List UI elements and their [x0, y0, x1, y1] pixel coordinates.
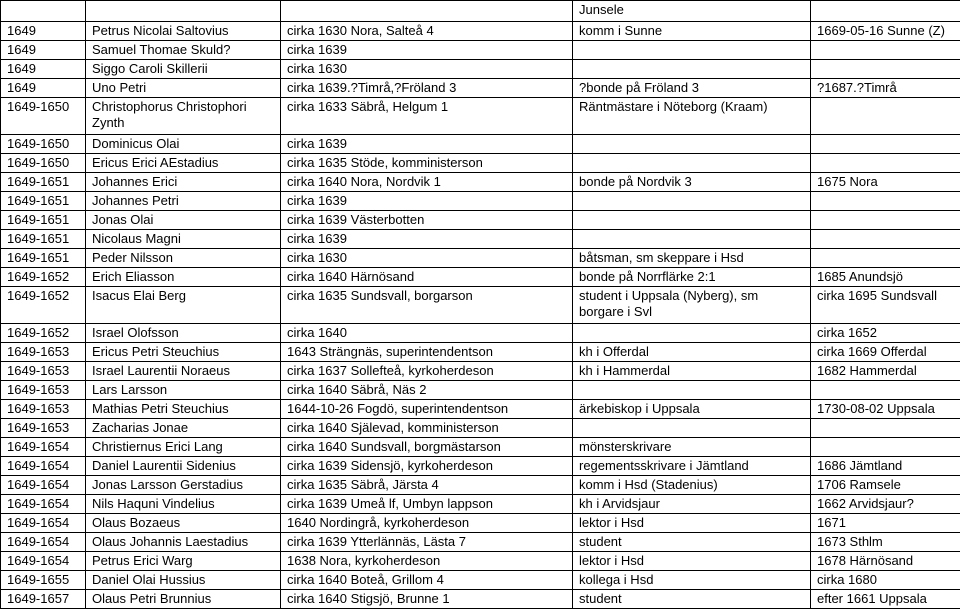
birth-cell: cirka 1639	[281, 41, 573, 60]
period-cell: 1649-1651	[1, 173, 86, 192]
death-cell: 1678 Härnösand	[811, 552, 960, 571]
birth-cell: cirka 1637 Sollefteå, kyrkoherdeson	[281, 362, 573, 381]
occupation-cell	[573, 419, 811, 438]
name-cell: Christiernus Erici Lang	[86, 438, 281, 457]
occupation-cell: ärkebiskop i Uppsala	[573, 400, 811, 419]
birth-cell: cirka 1630	[281, 249, 573, 268]
birth-cell: 1640 Nordingrå, kyrkoherdeson	[281, 514, 573, 533]
occupation-cell: bonde på Nordvik 3	[573, 173, 811, 192]
table-row	[1, 173, 960, 192]
period-cell: 1649	[1, 41, 86, 60]
period-cell: 1649	[1, 79, 86, 98]
period-cell: 1649-1657	[1, 590, 86, 609]
death-cell: 1675 Nora	[811, 173, 960, 192]
table-row	[1, 362, 960, 381]
death-cell	[811, 60, 960, 79]
birth-cell: cirka 1630	[281, 60, 573, 79]
table-row	[1, 438, 960, 457]
name-cell: Olaus Bozaeus	[86, 514, 281, 533]
death-cell: 1671	[811, 514, 960, 533]
name-cell: Zacharias Jonae	[86, 419, 281, 438]
period-cell: 1649-1654	[1, 438, 86, 457]
table-row	[1, 60, 960, 79]
table-row	[1, 324, 960, 343]
death-cell	[811, 249, 960, 268]
table-row	[1, 514, 960, 533]
occupation-cell	[573, 192, 811, 211]
name-cell: Jonas Olai	[86, 211, 281, 230]
birth-cell: cirka 1639	[281, 230, 573, 249]
name-cell: Johannes Petri	[86, 192, 281, 211]
occupation-cell: komm i Sunne	[573, 22, 811, 41]
header-row	[1, 1, 960, 22]
birth-cell: cirka 1640 Stigsjö, Brunne 1	[281, 590, 573, 609]
birth-cell: cirka 1635 Stöde, komministerson	[281, 154, 573, 173]
name-cell: Olaus Johannis Laestadius	[86, 533, 281, 552]
death-cell: 1686 Jämtland	[811, 457, 960, 476]
name-cell: Christophorus Christophori Zynth	[86, 98, 281, 135]
table-row	[1, 154, 960, 173]
header-cell	[281, 1, 573, 22]
table-row	[1, 22, 960, 41]
table-row	[1, 552, 960, 571]
death-cell	[811, 192, 960, 211]
birth-cell: 1643 Strängnäs, superintendentson	[281, 343, 573, 362]
death-cell: 1685 Anundsjö	[811, 268, 960, 287]
table-row	[1, 79, 960, 98]
occupation-cell	[573, 135, 811, 154]
death-cell: ?1687.?Timrå	[811, 79, 960, 98]
header-cell	[86, 1, 281, 22]
table-row	[1, 533, 960, 552]
death-cell: 1706 Ramsele	[811, 476, 960, 495]
death-cell	[811, 98, 960, 135]
occupation-cell: lektor i Hsd	[573, 552, 811, 571]
name-cell: Petrus Erici Warg	[86, 552, 281, 571]
period-cell: 1649-1650	[1, 154, 86, 173]
period-cell: 1649-1654	[1, 495, 86, 514]
name-cell: Johannes Erici	[86, 173, 281, 192]
birth-cell: cirka 1640 Själevad, komministerson	[281, 419, 573, 438]
death-cell: 1669-05-16 Sunne (Z)	[811, 22, 960, 41]
table-row	[1, 400, 960, 419]
occupation-cell	[573, 60, 811, 79]
table-row	[1, 495, 960, 514]
occupation-cell: båtsman, sm skeppare i Hsd	[573, 249, 811, 268]
birth-cell: cirka 1639 Ytterlännäs, Lästa 7	[281, 533, 573, 552]
occupation-cell	[573, 211, 811, 230]
occupation-cell: bonde på Norrflärke 2:1	[573, 268, 811, 287]
header-cell	[811, 1, 960, 22]
occupation-cell: student i Uppsala (Nyberg), sm borgare i Svl	[573, 287, 811, 324]
death-cell: 1730-08-02 Uppsala	[811, 400, 960, 419]
death-cell: cirka 1669 Offerdal	[811, 343, 960, 362]
occupation-cell	[573, 324, 811, 343]
birth-cell: cirka 1640 Sundsvall, borgmästarson	[281, 438, 573, 457]
table-row	[1, 211, 960, 230]
name-cell: Samuel Thomae Skuld?	[86, 41, 281, 60]
birth-cell: cirka 1639 Västerbotten	[281, 211, 573, 230]
occupation-cell	[573, 154, 811, 173]
birth-cell: cirka 1639	[281, 192, 573, 211]
period-cell: 1649-1650	[1, 98, 86, 135]
period-cell: 1649-1651	[1, 211, 86, 230]
table-row	[1, 192, 960, 211]
name-cell: Ericus Petri Steuchius	[86, 343, 281, 362]
birth-cell: cirka 1640	[281, 324, 573, 343]
birth-cell: cirka 1635 Säbrå, Järsta 4	[281, 476, 573, 495]
table-row	[1, 230, 960, 249]
birth-cell: cirka 1640 Härnösand	[281, 268, 573, 287]
name-cell: Erich Eliasson	[86, 268, 281, 287]
name-cell: Ericus Erici AEstadius	[86, 154, 281, 173]
death-cell	[811, 211, 960, 230]
name-cell: Lars Larsson	[86, 381, 281, 400]
name-cell: Nils Haquni Vindelius	[86, 495, 281, 514]
death-cell: cirka 1695 Sundsvall	[811, 287, 960, 324]
birth-cell: cirka 1630 Nora, Salteå 4	[281, 22, 573, 41]
period-cell: 1649-1653	[1, 381, 86, 400]
name-cell: Peder Nilsson	[86, 249, 281, 268]
period-cell: 1649-1654	[1, 514, 86, 533]
death-cell	[811, 381, 960, 400]
birth-cell: cirka 1633 Säbrå, Helgum 1	[281, 98, 573, 135]
period-cell: 1649-1650	[1, 135, 86, 154]
period-cell: 1649	[1, 60, 86, 79]
records-body	[1, 1, 960, 609]
table-row	[1, 590, 960, 609]
occupation-cell: Räntmästare i Nöteborg (Kraam)	[573, 98, 811, 135]
occupation-cell: lektor i Hsd	[573, 514, 811, 533]
death-cell: 1673 Sthlm	[811, 533, 960, 552]
name-cell: Israel Olofsson	[86, 324, 281, 343]
birth-cell: cirka 1639 Sidensjö, kyrkoherdeson	[281, 457, 573, 476]
birth-cell: cirka 1640 Nora, Nordvik 1	[281, 173, 573, 192]
name-cell: Daniel Olai Hussius	[86, 571, 281, 590]
table-row	[1, 476, 960, 495]
period-cell: 1649	[1, 22, 86, 41]
name-cell: Nicolaus Magni	[86, 230, 281, 249]
table-row	[1, 287, 960, 324]
name-cell: Dominicus Olai	[86, 135, 281, 154]
death-cell	[811, 230, 960, 249]
death-cell	[811, 135, 960, 154]
death-cell: 1682 Hammerdal	[811, 362, 960, 381]
header-cell	[1, 1, 86, 22]
birth-cell: cirka 1639.?Timrå,?Fröland 3	[281, 79, 573, 98]
period-cell: 1649-1654	[1, 457, 86, 476]
birth-cell: cirka 1640 Säbrå, Näs 2	[281, 381, 573, 400]
birth-cell: 1638 Nora, kyrkoherdeson	[281, 552, 573, 571]
table-row	[1, 457, 960, 476]
header-label: Junsele	[573, 1, 811, 22]
death-cell	[811, 41, 960, 60]
occupation-cell: kh i Arvidsjaur	[573, 495, 811, 514]
death-cell	[811, 419, 960, 438]
period-cell: 1649-1653	[1, 400, 86, 419]
period-cell: 1649-1654	[1, 533, 86, 552]
occupation-cell	[573, 230, 811, 249]
occupation-cell: regementsskrivare i Jämtland	[573, 457, 811, 476]
occupation-cell: kh i Hammerdal	[573, 362, 811, 381]
name-cell: Jonas Larsson Gerstadius	[86, 476, 281, 495]
period-cell: 1649-1654	[1, 476, 86, 495]
name-cell: Isacus Elai Berg	[86, 287, 281, 324]
table-row	[1, 419, 960, 438]
table-row	[1, 268, 960, 287]
birth-cell: cirka 1639	[281, 135, 573, 154]
period-cell: 1649-1653	[1, 362, 86, 381]
table-row	[1, 135, 960, 154]
birth-cell: cirka 1635 Sundsvall, borgarson	[281, 287, 573, 324]
period-cell: 1649-1652	[1, 324, 86, 343]
table-row	[1, 249, 960, 268]
period-cell: 1649-1651	[1, 230, 86, 249]
occupation-cell: ?bonde på Fröland 3	[573, 79, 811, 98]
death-cell	[811, 438, 960, 457]
period-cell: 1649-1653	[1, 343, 86, 362]
occupation-cell: kollega i Hsd	[573, 571, 811, 590]
death-cell: efter 1661 Uppsala	[811, 590, 960, 609]
period-cell: 1649-1653	[1, 419, 86, 438]
period-cell: 1649-1654	[1, 552, 86, 571]
period-cell: 1649-1652	[1, 268, 86, 287]
table-row	[1, 343, 960, 362]
name-cell: Petrus Nicolai Saltovius	[86, 22, 281, 41]
occupation-cell: kh i Offerdal	[573, 343, 811, 362]
occupation-cell	[573, 41, 811, 60]
occupation-cell: student	[573, 533, 811, 552]
name-cell: Siggo Caroli Skillerii	[86, 60, 281, 79]
name-cell: Mathias Petri Steuchius	[86, 400, 281, 419]
death-cell	[811, 154, 960, 173]
death-cell: 1662 Arvidsjaur?	[811, 495, 960, 514]
occupation-cell	[573, 381, 811, 400]
death-cell: cirka 1680	[811, 571, 960, 590]
table-row	[1, 41, 960, 60]
name-cell: Israel Laurentii Noraeus	[86, 362, 281, 381]
period-cell: 1649-1655	[1, 571, 86, 590]
occupation-cell: mönsterskrivare	[573, 438, 811, 457]
birth-cell: cirka 1639 Umeå lf, Umbyn lappson	[281, 495, 573, 514]
period-cell: 1649-1651	[1, 192, 86, 211]
name-cell: Uno Petri	[86, 79, 281, 98]
table-row	[1, 571, 960, 590]
period-cell: 1649-1651	[1, 249, 86, 268]
name-cell: Daniel Laurentii Sidenius	[86, 457, 281, 476]
table-row	[1, 98, 960, 135]
period-cell: 1649-1652	[1, 287, 86, 324]
death-cell: cirka 1652	[811, 324, 960, 343]
name-cell: Olaus Petri Brunnius	[86, 590, 281, 609]
birth-cell: cirka 1640 Boteå, Grillom 4	[281, 571, 573, 590]
occupation-cell: komm i Hsd (Stadenius)	[573, 476, 811, 495]
occupation-cell: student	[573, 590, 811, 609]
table-row	[1, 381, 960, 400]
birth-cell: 1644-10-26 Fogdö, superintendentson	[281, 400, 573, 419]
